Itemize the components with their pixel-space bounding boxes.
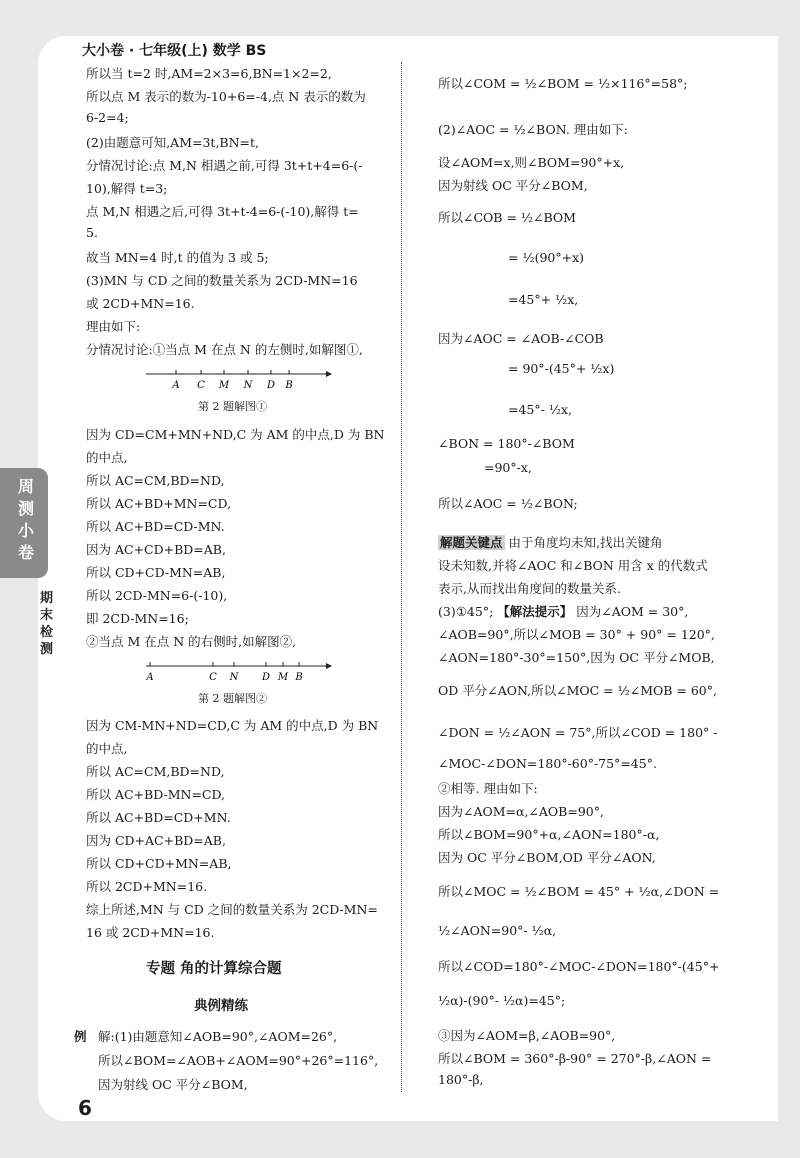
text-line: 6-2=4; [86, 110, 129, 125]
text-line: 因为∠AOM=α,∠AOB=90°, [438, 804, 604, 819]
side-tab-secondary-label: 期末检测 [40, 591, 54, 657]
page-header: 大小卷 · 七年级(上) 数学 BS [82, 43, 267, 59]
text-line: 所以∠COB = ½∠BOM [438, 210, 576, 225]
text-line: 故当 MN=4 时,t 的值为 3 或 5; [86, 250, 269, 265]
text-line: 的中点, [86, 741, 128, 756]
text-line: 因为 OC 平分∠BOM,OD 平分∠AON, [438, 850, 656, 865]
text-line: 所以 CD+CD+MN=AB, [86, 856, 232, 871]
fig2-label-C: C [209, 672, 217, 683]
fig1-label-M: M [218, 380, 230, 391]
text-line: ∠MOC-∠DON=180°-60°-75°=45°. [438, 756, 657, 771]
text-line: 的中点, [86, 450, 128, 465]
text-line: 所以∠BOM=90°+α,∠AON=180°-α, [438, 827, 660, 842]
text-line: 因为射线 OC 平分∠BOM, [98, 1077, 248, 1092]
text-line: 所以 CD+CD-MN=AB, [86, 565, 226, 580]
text-line: (2)由题意可知,AM=3t,BN=t, [86, 135, 260, 150]
text-line: 所以点 M 表示的数为-10+6=-4,点 N 表示的数为 [86, 89, 366, 104]
text-line: 因为 CM-MN+ND=CD,C 为 AM 的中点,D 为 BN [86, 718, 379, 733]
text-line: 所以 2CD+MN=16. [86, 879, 208, 894]
text-line: 所以 AC+BD=CD-MN. [86, 519, 225, 534]
text-line: 所以 AC+BD-MN=CD, [86, 787, 226, 802]
fig1-label-D: D [266, 380, 276, 391]
text-line: ½α)-(90°- ½α)=45°; [438, 993, 566, 1008]
text-line: 16 或 2CD+MN=16. [86, 925, 215, 940]
text-line: 解:(1)由题意知∠AOB=90°,∠AOM=26°, [98, 1029, 338, 1044]
hint-text: 因为∠AOM = 30°, [576, 604, 689, 619]
text-line: =90°-x, [484, 460, 532, 475]
key-point-line [438, 533, 662, 551]
text-line: 因为射线 OC 平分∠BOM, [438, 178, 588, 193]
text-line: ∠DON = ½∠AON = 75°,所以∠COD = 180° - [438, 725, 718, 740]
text-line: 180°-β, [438, 1072, 484, 1087]
text-line: 5. [86, 225, 98, 240]
text-line: 所以∠COD=180°-∠MOC-∠DON=180°-(45°+ [438, 959, 720, 974]
fig2-label-M: M [277, 672, 289, 683]
text-line: 所以 AC+BD+MN=CD, [86, 496, 232, 511]
section-title: 专题 角的计算综合题 [146, 961, 282, 977]
text-line: ②相等. 理由如下: [438, 781, 538, 796]
page-number: 6 [78, 1096, 92, 1120]
fig1-label-A: A [172, 380, 180, 391]
text-line: ½∠AON=90°- ½α, [438, 923, 557, 938]
fig2-label-B: B [295, 672, 303, 683]
text-line: = ½(90°+x) [508, 250, 584, 265]
text-line: 点 M,N 相遇之后,可得 3t+t-4=6-(-10),解得 t= [86, 204, 359, 219]
text-line: = 90°-(45°+ ½x) [508, 361, 615, 376]
fig1-label-B: B [285, 380, 293, 391]
text-line: 所以 AC=CM,BD=ND, [86, 764, 225, 779]
solution-hint-label: 【解法提示】 [497, 604, 573, 619]
text-line: 因为∠AOC = ∠AOB-∠COB [438, 331, 604, 346]
fig2-label-D: D [261, 672, 271, 683]
key-point-badge: 解题关键点 [440, 535, 503, 550]
column-divider [401, 62, 402, 1092]
text-line: 设∠AOM=x,则∠BOM=90°+x, [438, 155, 625, 170]
text-line: 设未知数,并将∠AOC 和∠BON 用含 x 的代数式 [438, 558, 708, 573]
answer-value: (3)①45°; [438, 604, 494, 619]
text-line: 所以∠BOM = 360°-β-90° = 270°-β,∠AON = [438, 1051, 712, 1066]
sub-title: 典例精练 [194, 998, 248, 1014]
text-line: =45°+ ½x, [508, 292, 579, 307]
fig1-label-C: C [197, 380, 205, 391]
text-line: OD 平分∠AON,所以∠MOC = ½∠MOB = 60°, [438, 683, 717, 698]
text-line: 所以当 t=2 时,AM=2×3=6,BN=1×2=2, [86, 66, 332, 81]
text-line: ∠BON = 180°-∠BOM [438, 436, 575, 451]
text-line: (3)MN 与 CD 之间的数量关系为 2CD-MN=16 [86, 273, 358, 288]
figure-2-caption: 第 2 题解图② [198, 692, 267, 705]
text-line: 因为 AC+CD+BD=AB, [86, 542, 226, 557]
text-line: 理由如下: [86, 319, 141, 334]
text-line: 所以∠MOC = ½∠BOM = 45° + ½α,∠DON = [438, 884, 720, 899]
text-line: (2)∠AOC = ½∠BON. 理由如下: [438, 122, 628, 137]
key-point-text: 由于角度均未知,找出关键角 [508, 535, 663, 550]
text-line: 所以 2CD-MN=6-(-10), [86, 588, 228, 603]
answer-line [438, 602, 688, 620]
figure-1-caption: 第 2 题解图① [198, 400, 267, 413]
text-line: ②当点 M 在点 N 的右侧时,如解图②, [86, 634, 297, 649]
text-line: 综上所述,MN 与 CD 之间的数量关系为 2CD-MN= [86, 902, 378, 917]
text-line: ∠AOB=90°,所以∠MOB = 30° + 90° = 120°, [438, 627, 715, 642]
text-line: 分情况讨论:点 M,N 相遇之前,可得 3t+t+4=6-(- [86, 158, 363, 173]
number-line-figure-1 [144, 366, 334, 396]
text-line: 所以∠BOM=∠AOB+∠AOM=90°+26°=116°, [98, 1053, 379, 1068]
text-line: 所以∠AOC = ½∠BON; [438, 496, 578, 511]
text-line: 所以 AC+BD=CD+MN. [86, 810, 231, 825]
number-line-figure-2 [144, 658, 334, 688]
fig2-label-N: N [229, 672, 239, 683]
text-line: 即 2CD-MN=16; [86, 611, 189, 626]
text-line: 因为 CD=CM+MN+ND,C 为 AM 的中点,D 为 BN [86, 427, 385, 442]
text-line: ∠AON=180°-30°=150°,因为 OC 平分∠MOB, [438, 650, 715, 665]
text-line: 10),解得 t=3; [86, 181, 168, 196]
text-line: ③因为∠AOM=β,∠AOB=90°, [438, 1028, 616, 1043]
fig1-label-N: N [243, 380, 253, 391]
text-line: =45°- ½x, [508, 402, 572, 417]
text-line: 所以 AC=CM,BD=ND, [86, 473, 225, 488]
text-line: 表示,从而找出角度间的数量关系. [438, 581, 621, 596]
fig2-label-A: A [146, 672, 154, 683]
text-line: 因为 CD+AC+BD=AB, [86, 833, 226, 848]
text-line: 或 2CD+MN=16. [86, 296, 195, 311]
side-tab-label: 周测小卷 [17, 477, 34, 562]
text-line: 所以∠COM = ½∠BOM = ½×116°=58°; [438, 76, 688, 91]
text-line: 分情况讨论:①当点 M 在点 N 的左侧时,如解图①, [86, 342, 363, 357]
example-label: 例 [74, 1029, 87, 1044]
